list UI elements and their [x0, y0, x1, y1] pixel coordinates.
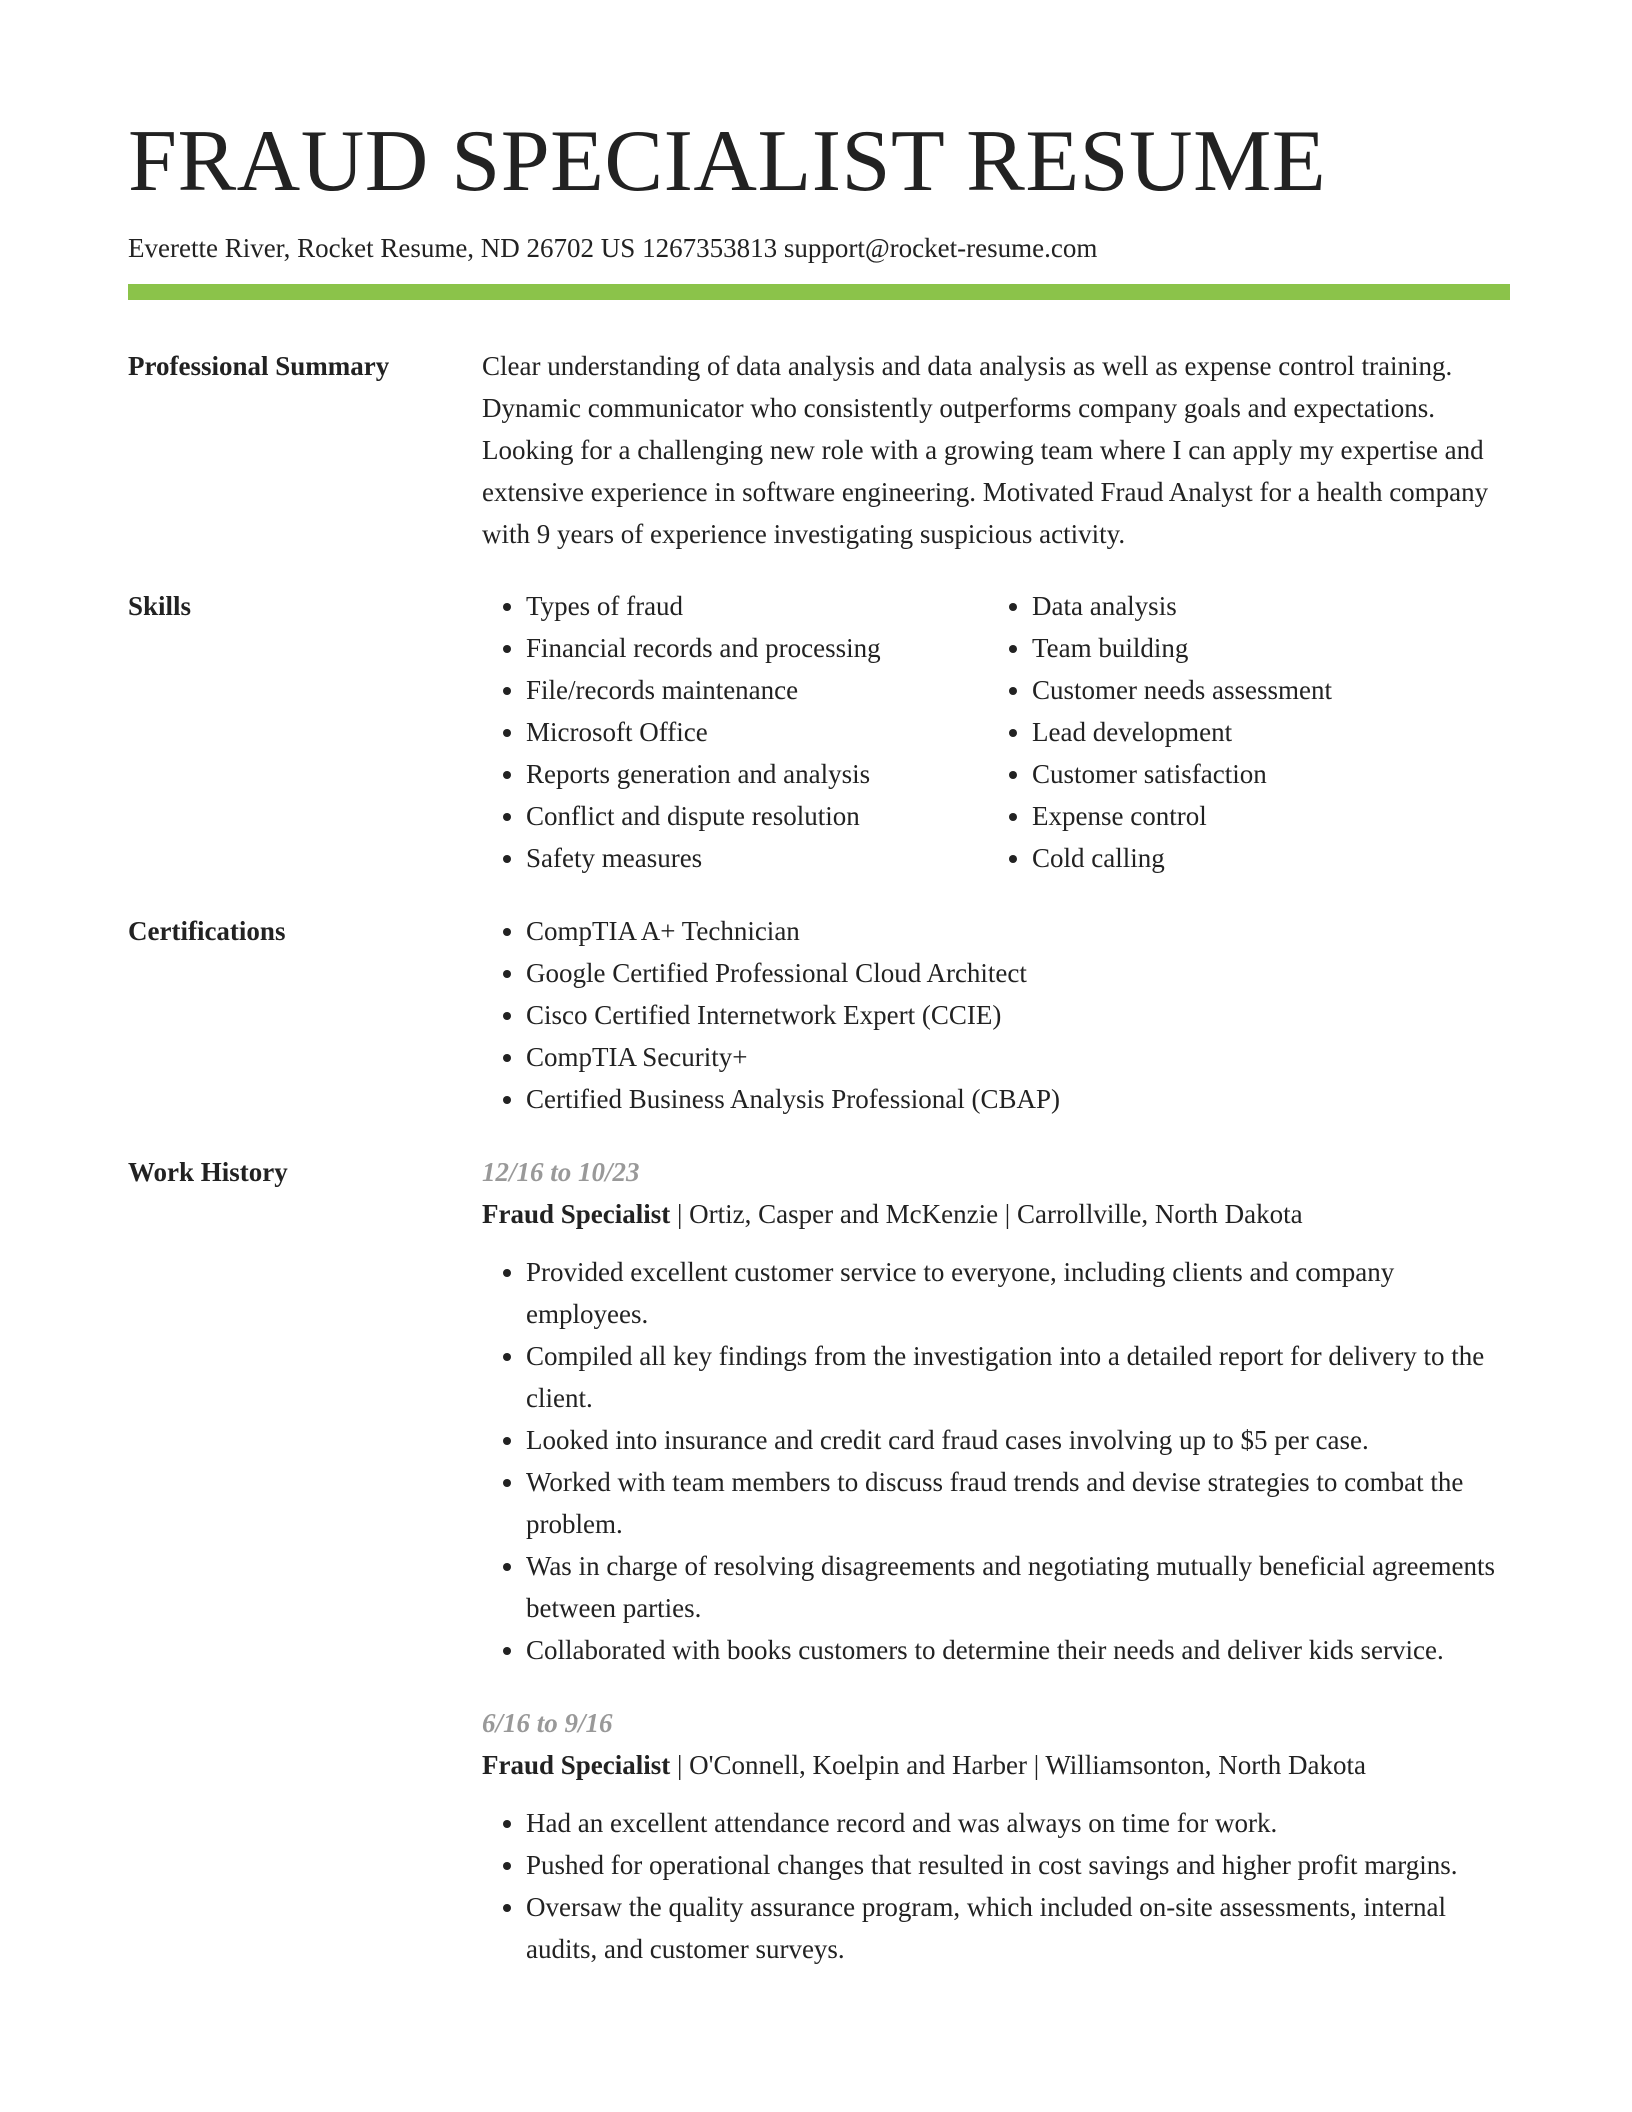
resume-title: FRAUD SPECIALIST RESUME [128, 113, 1327, 210]
certification-item: • Google Certified Professional Cloud Architect [526, 952, 1510, 994]
job-entry [482, 1702, 1510, 1970]
certifications-label: Certifications [128, 916, 286, 947]
skills-list-left [482, 585, 988, 879]
skills-section [128, 585, 1510, 879]
job-entry [482, 1151, 1510, 1671]
skill-item: • Types of fraud [526, 585, 988, 627]
skill-item: • Safety measures [526, 837, 988, 879]
job-bullet: • Pushed for operational changes that resulted in cost savings and higher profit margins. [526, 1844, 1510, 1886]
skill-item: • Team building [1032, 627, 1332, 669]
skill-item: • Microsoft Office [526, 711, 988, 753]
job-heading [482, 1193, 1510, 1235]
skill-item: • Customer needs assessment [1032, 669, 1332, 711]
certification-item: • CompTIA A+ Technician [526, 910, 1510, 952]
job-dates: 6/16 to 9/16 [482, 1708, 613, 1739]
skill-item: • Conflict and dispute resolution [526, 795, 988, 837]
job-dates: 12/16 to 10/23 [482, 1157, 640, 1188]
certification-item: • Certified Business Analysis Professional (CBAP) [526, 1078, 1510, 1120]
skill-item: • Financial records and processing [526, 627, 988, 669]
skill-item: • Reports generation and analysis [526, 753, 988, 795]
job-bullets [482, 1802, 1510, 1970]
contact-line: Everette River, Rocket Resume, ND 26702 US 1267353813 support@rocket-resume.com [128, 233, 1098, 263]
work-history-section [128, 1151, 1510, 1970]
job-bullet: • Collaborated with books customers to determine their needs and deliver kids service. [526, 1629, 1510, 1671]
skills-list-right [988, 585, 1332, 879]
certification-item: • CompTIA Security+ [526, 1036, 1510, 1078]
skill-item: • Customer satisfaction [1032, 753, 1332, 795]
skill-item: • Expense control [1032, 795, 1332, 837]
summary-text: Clear understanding of data analysis and data analysis as well as expense control training. Dynamic communicator who consistently outperforms company goals and expectations. Looking for a challenging new role with a growing team where I can apply my expertise and extensive experience in software engineering. Motivated Fraud Analyst for a health company with 9 years of experience investigating suspicious activity. [482, 351, 1489, 550]
resume-page [128, 113, 1510, 1970]
job-bullet: • Was in charge of resolving disagreements and negotiating mutually beneficial agreements between parties. [526, 1545, 1510, 1629]
skills-columns [482, 585, 1510, 879]
skill-item: • Data analysis [1032, 585, 1332, 627]
skill-item: • Lead development [1032, 711, 1332, 753]
summary-label: Professional Summary [128, 351, 390, 382]
job-heading [482, 1744, 1510, 1786]
job-bullet: • Provided excellent customer service to everyone, including clients and company employees. [526, 1251, 1510, 1335]
summary-section [128, 345, 1510, 555]
job-title: Fraud Specialist [482, 1750, 671, 1781]
job-details: | Ortiz, Casper and McKenzie | Carrollville, North Dakota [670, 1199, 1303, 1230]
certifications-list [482, 910, 1510, 1120]
job-bullet: • Compiled all key findings from the investigation into a detailed report for delivery to the client. [526, 1335, 1510, 1419]
job-bullet: • Looked into insurance and credit card fraud cases involving up to $5 per case. [526, 1419, 1510, 1461]
certifications-section [128, 910, 1510, 1120]
job-details: | O'Connell, Koelpin and Harber | Williamsonton, North Dakota [670, 1750, 1366, 1781]
job-bullet: • Had an excellent attendance record and was always on time for work. [526, 1802, 1510, 1844]
job-bullets [482, 1251, 1510, 1671]
job-title: Fraud Specialist [482, 1199, 671, 1230]
certification-item: • Cisco Certified Internetwork Expert (CCIE) [526, 994, 1510, 1036]
skills-label: Skills [128, 591, 192, 622]
skill-item: • File/records maintenance [526, 669, 988, 711]
skill-item: • Cold calling [1032, 837, 1332, 879]
work-history-label: Work History [128, 1157, 288, 1188]
accent-divider [128, 284, 1510, 300]
job-bullet: • Worked with team members to discuss fraud trends and devise strategies to combat the problem. [526, 1461, 1510, 1545]
job-bullet: • Oversaw the quality assurance program, which included on-site assessments, internal audits, and customer surveys. [526, 1886, 1510, 1970]
